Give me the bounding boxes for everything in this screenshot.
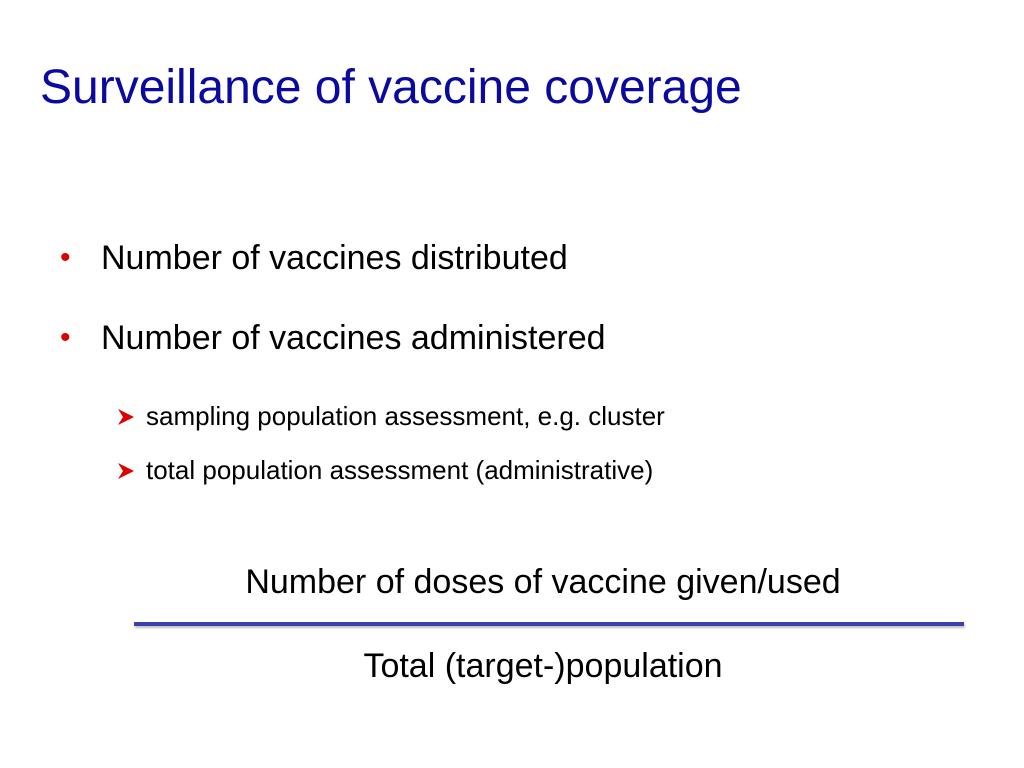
- bullet-dot-icon: •: [60, 241, 71, 274]
- sub-bullet-text: sampling population assessment, e.g. cluster: [146, 401, 665, 431]
- formula-numerator: Number of doses of vaccine given/used: [245, 563, 841, 601]
- arrow-right-icon: [116, 408, 136, 426]
- bullet-text: Number of vaccines administered: [101, 319, 606, 357]
- coverage-formula: [130, 556, 966, 696]
- slide-title: Surveillance of vaccine coverage: [40, 61, 742, 114]
- bullet-text: Number of vaccines distributed: [101, 239, 568, 277]
- formula-denominator: Total (target-)population: [363, 647, 723, 685]
- fraction-divider-line: [134, 622, 964, 626]
- bullet-dot-icon: •: [60, 321, 71, 354]
- sub-bullet-text: total population assessment (administrative): [146, 455, 654, 485]
- arrow-right-icon: [116, 462, 136, 480]
